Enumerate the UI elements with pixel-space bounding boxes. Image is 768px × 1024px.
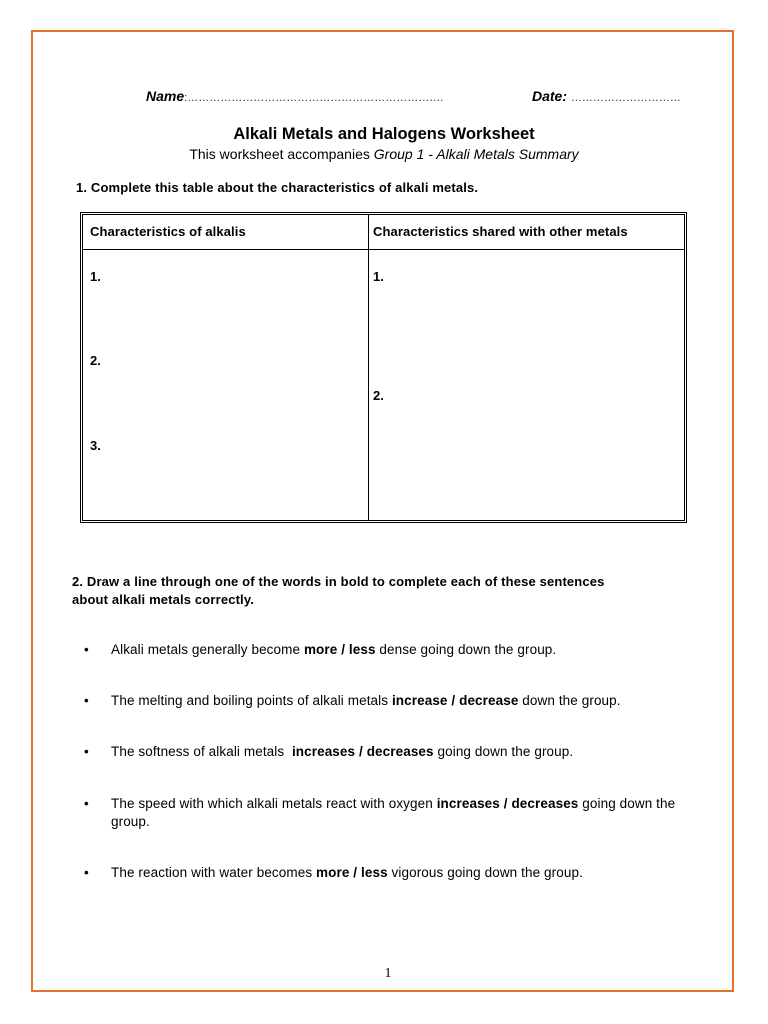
- left-item-1[interactable]: 1.: [90, 269, 101, 284]
- name-dots: :…………………………………………………………….: [184, 92, 444, 104]
- subtitle-prefix: This worksheet accompanies: [189, 146, 374, 162]
- right-item-2[interactable]: 2.: [373, 388, 384, 403]
- bullet-symbol: •: [84, 693, 89, 708]
- left-item-3[interactable]: 3.: [90, 438, 101, 453]
- bullet-symbol: •: [84, 744, 89, 759]
- name-label: Name: [146, 88, 185, 104]
- header-divider: [83, 249, 684, 250]
- characteristics-table: [80, 212, 687, 523]
- bullet-symbol: •: [84, 865, 89, 880]
- date-label: Date:: [532, 88, 568, 104]
- bullet-symbol: •: [84, 796, 89, 811]
- date-dots: …………………………: [570, 92, 681, 104]
- bullet-symbol: •: [84, 642, 89, 657]
- bold-choice[interactable]: more / less: [316, 865, 388, 880]
- question-2: 2. Draw a line through one of the words in bold to complete each of these sentences about alkali metals correctly.: [72, 574, 605, 607]
- bold-choice[interactable]: increase / decrease: [391, 693, 519, 708]
- page-number: 1: [384, 966, 392, 981]
- subtitle: [0, 146, 768, 162]
- table-header-alkalis: Characteristics of alkalis: [90, 224, 246, 239]
- name-field[interactable]: [146, 88, 443, 104]
- column-divider: [368, 215, 369, 520]
- bold-choice[interactable]: more / less: [303, 642, 376, 657]
- page-title: Alkali Metals and Halogens Worksheet: [233, 125, 535, 143]
- subtitle-reference: Group 1 - Alkali Metals Summary: [373, 146, 579, 162]
- question-1: 1. Complete this table about the characteristics of alkali metals.: [76, 180, 479, 195]
- bold-choice[interactable]: increases / decreases: [291, 744, 434, 759]
- left-item-2[interactable]: 2.: [90, 353, 101, 368]
- table-header-shared: Characteristics shared with other metals: [373, 224, 628, 239]
- date-field[interactable]: [532, 88, 681, 104]
- right-item-1[interactable]: 1.: [373, 269, 384, 284]
- bold-choice[interactable]: increases / decreases: [436, 796, 579, 811]
